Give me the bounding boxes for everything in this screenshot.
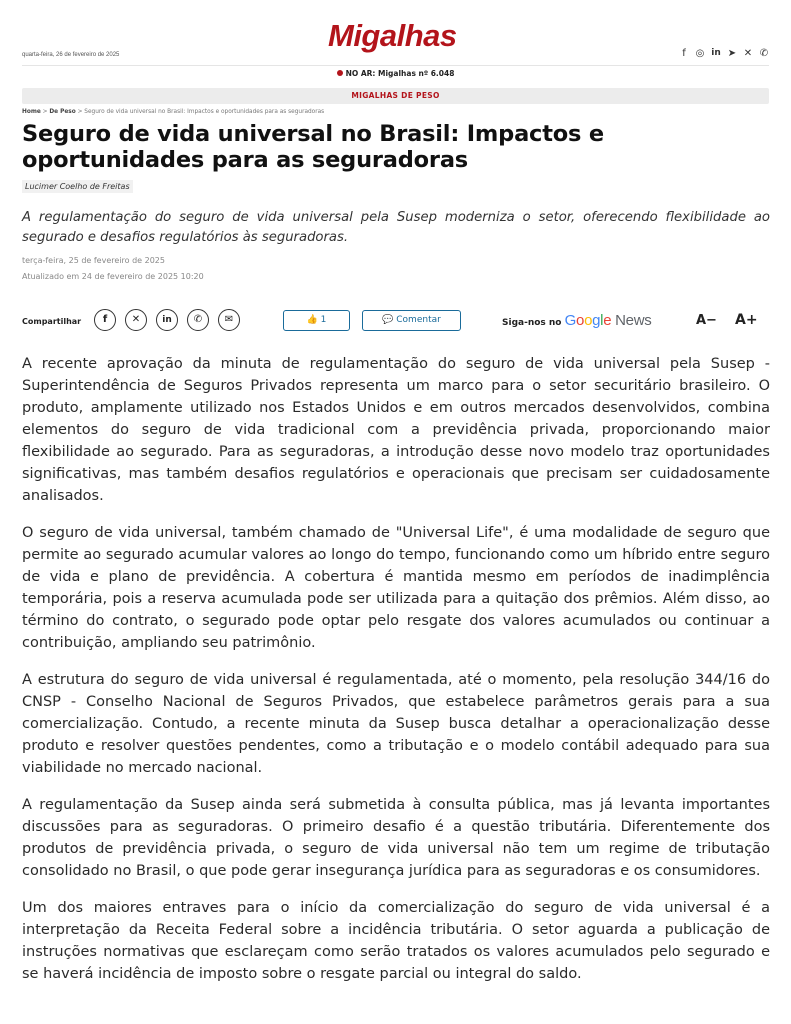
facebook-icon[interactable]: f xyxy=(94,309,116,331)
article-paragraph: A recente aprovação da minuta de regulamentação do seguro de vida universal pela Susep - Superintendência de Seguros Privados representa um marco para o setor securitário brasileiro. O produto, amplamente utilizado nos Estados Unidos e em outros mercados desenvolvidos, combina elementos do seguro de vida tradicional com a previdência privada, proporcionando maior flexibilidade ao segurado. Para as seguradoras, a introdução desse novo modelo traz oportunidades significativas, mas também desafios regulatórios e operacionais que precisam ser cuidadosamente analisados. xyxy=(22,356,770,504)
article-paragraph: A estrutura do seguro de vida universal é regulamentada, até o momento, pela resolução 344/16 do CNSP - Conselho Nacional de Seguros Privados, que estabelece parâmetros gerais para a sua comercialização. Contudo, a recente minuta da Susep busca detalhar a operacionalização desse produto e resolver questões pendentes, como a tributação e o modelo contábil adequado para sua viabilidade no mercado nacional. xyxy=(22,672,770,776)
breadcrumb-home[interactable]: Home xyxy=(22,109,41,115)
whatsapp-icon[interactable]: ✆ xyxy=(187,309,209,331)
linkedin-icon[interactable]: in xyxy=(711,48,721,58)
live-dot-icon xyxy=(337,70,343,76)
breadcrumb-separator: > xyxy=(77,109,83,115)
comment-label: Comentar xyxy=(396,315,441,325)
site-logo[interactable] xyxy=(328,18,457,54)
updated-date: Atualizado em 24 de fevereiro de 2025 10:20 xyxy=(22,272,204,281)
google-news-follow[interactable] xyxy=(502,312,651,329)
article-paragraph: A regulamentação da Susep ainda será submetida à consulta pública, mas já levanta importantes discussões para as seguradoras. O primeiro desafio é a questão tributária. Diferentemente dos produtos de previdência privada, o seguro de vida universal não tem um regime de tributação consolidado no Brasil, o que pode gerar insegurança jurídica para as seguradoras e os consumidores. xyxy=(22,797,770,879)
on-air-text: NO AR: Migalhas nº 6.048 xyxy=(345,69,455,78)
speech-bubble-icon: 💬 xyxy=(382,315,394,325)
x-icon[interactable]: ✕ xyxy=(125,309,147,331)
published-date: terça-feira, 25 de fevereiro de 2025 xyxy=(22,256,165,265)
telegram-icon[interactable]: ➤ xyxy=(727,48,737,59)
logo-text: Migalhas xyxy=(328,18,457,53)
google-news-logo: Google News xyxy=(564,312,652,329)
breadcrumb-section[interactable]: De Peso xyxy=(49,109,76,115)
section-bar[interactable] xyxy=(22,88,769,104)
share-toolbar xyxy=(22,309,769,333)
follow-label: Siga-nos no xyxy=(502,318,562,328)
thumbs-up-icon: 👍 xyxy=(306,315,318,325)
x-icon[interactable]: ✕ xyxy=(743,48,753,59)
font-increase-button[interactable]: A+ xyxy=(735,312,758,328)
article-lead: A regulamentação do seguro de vida universal pela Susep moderniza o setor, oferecendo flexibilidade ao segurado e desafios regulatórios às seguradoras. xyxy=(22,210,770,245)
breadcrumb-separator: > xyxy=(42,109,48,115)
like-button[interactable] xyxy=(283,310,350,331)
header-date: quarta-feira, 26 de fevereiro de 2025 xyxy=(22,52,120,58)
article-paragraph: O seguro de vida universal, também chamado de "Universal Life", é uma modalidade de seguro que permite ao segurado acumular valores ao longo do tempo, funcionando como um híbrido entre seguro de vida e plano de previdência. A cobertura é mantida mesmo em períodos de inadimplência temporária, pois a reserva acumulada pode ser utilizada para a quitação dos prêmios. Além disso, ao término do contrato, o segurado pode optar pelo resgate dos valores acumulados ou continuar a contribuição, ampliando seu patrimônio. xyxy=(22,525,770,651)
section-label: MIGALHAS DE PESO xyxy=(351,91,440,100)
article-body xyxy=(22,353,770,1000)
comment-button[interactable] xyxy=(362,310,461,331)
share-icons xyxy=(94,309,240,331)
on-air-banner[interactable] xyxy=(0,69,791,78)
article-title: Seguro de vida universal no Brasil: Impactos e oportunidades para as seguradoras xyxy=(22,121,604,173)
instagram-icon[interactable]: ◎ xyxy=(695,48,705,59)
font-decrease-button[interactable]: A− xyxy=(696,313,717,328)
site-header xyxy=(22,14,769,64)
linkedin-icon[interactable]: in xyxy=(156,309,178,331)
breadcrumb-current: Seguro de vida universal no Brasil: Impactos e oportunidades para as seguradoras xyxy=(84,109,325,115)
share-label: Compartilhar xyxy=(22,317,82,326)
whatsapp-icon[interactable]: ✆ xyxy=(759,48,769,59)
author-name[interactable]: Lucimer Coelho de Freitas xyxy=(22,180,133,193)
article-paragraph: Um dos maiores entraves para o início da comercialização do seguro de vida universal é a interpretação da Receita Federal sobre a incidência tributária. O setor aguarda a publicação de instruções normativas que esclareçam como serão tratados os valores acumulados pelo segurado e se haverá incidência de imposto sobre o resgate parcial ou integral do saldo. xyxy=(22,900,770,982)
social-links xyxy=(679,48,769,59)
header-divider xyxy=(22,65,769,66)
email-icon[interactable]: ✉ xyxy=(218,309,240,331)
like-count: 1 xyxy=(320,315,327,325)
breadcrumb xyxy=(22,109,324,115)
facebook-icon[interactable]: f xyxy=(682,48,686,59)
